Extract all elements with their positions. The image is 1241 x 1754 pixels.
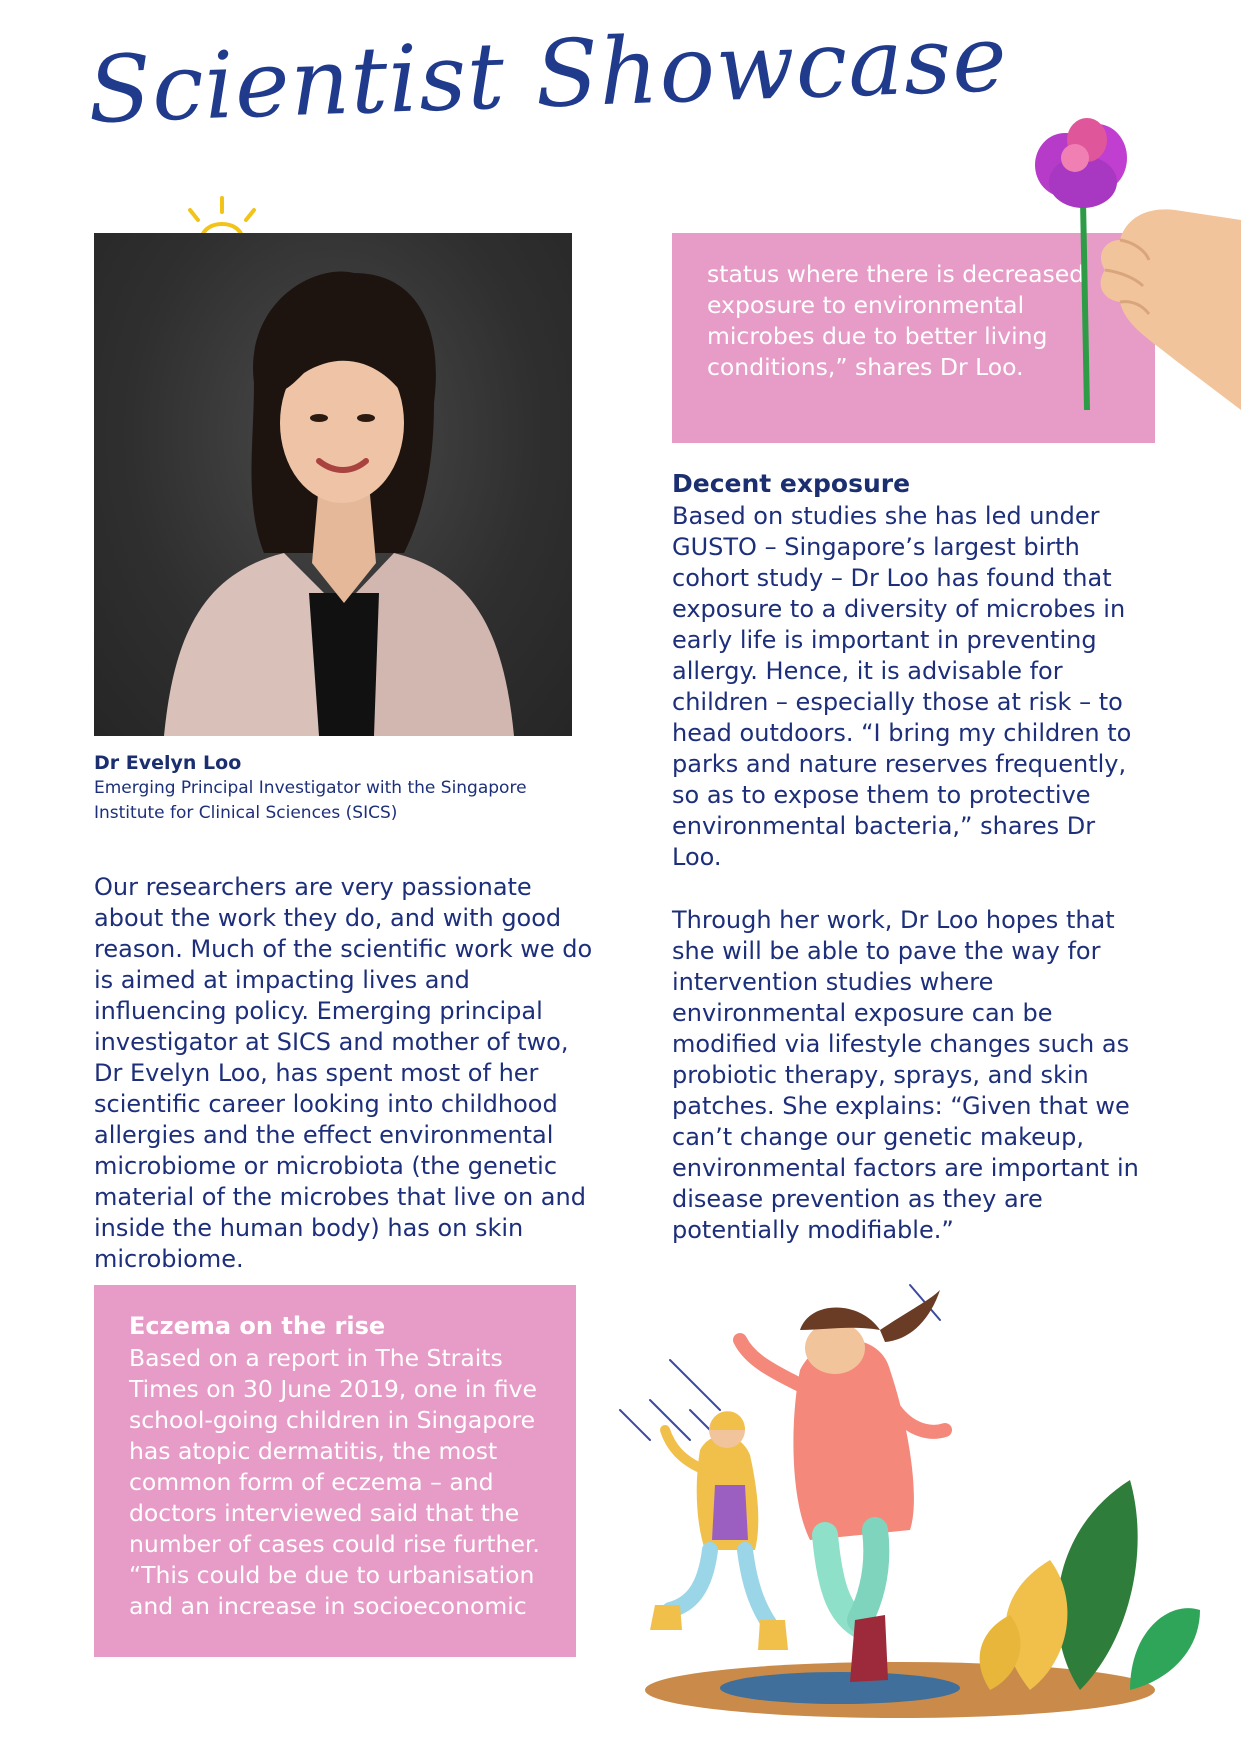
eczema-heading: Eczema on the rise (129, 1312, 386, 1340)
profile-name: Dr Evelyn Loo (94, 752, 242, 774)
continued-text: status where there is decreased exposure to environmental microbes due to better living conditions,” shares Dr Loo. (707, 260, 1085, 381)
family-puddle-illustration (610, 1270, 1210, 1720)
flower-hand-illustration (1025, 110, 1241, 430)
decent-exposure-paragraph-1: Based on studies she has led under GUSTO – Singapore’s largest birth cohort study – Dr Loo has found that exposure to a diversity of microbes in early life is important in preventing allergy. Hence, it is advisable for children – especially those at risk – to head outdoors. “I bring my children to parks and nature reserves frequently, so as to expose them to protective environmental bacteria,” shares Dr Loo. (672, 502, 1132, 871)
portrait-photo (94, 233, 572, 736)
eczema-text: Based on a report in The Straits Times on 30 June 2019, one in five school-going children in Singapore has atopic dermatitis, the most common form of eczema – and doctors interviewed said that the number of cases could rise further. “This could be due to urbanisation and an increase in socioeconomic (129, 1344, 540, 1620)
page-title: Scientist Showcase (86, 4, 1010, 144)
decent-exposure-paragraph-2: Through her work, Dr Loo hopes that she will be able to pave the way for intervention studies where environmental exposure can be modified via lifestyle changes such as probiotic therapy, sprays, and skin patches. She explains: “Given that we can’t change our genetic makeup, environmental factors are important in disease prevention as they are potentially modifiable.” (672, 906, 1139, 1244)
eczema-callout-box (94, 1285, 576, 1657)
decent-exposure-heading: Decent exposure (672, 469, 911, 498)
intro-paragraph: Our researchers are very passionate about the work they do, and with good reason. Much of the scientific work we do is aimed at impacting lives and influencing policy. Emerging principal investigator at SICS and mother of two, Dr Evelyn Loo, has spent most of her scientific career looking into childhood allergies and the effect environmental microbiome or microbiota (the genetic material of the microbes that live on and inside the human body) has on skin microbiome. (94, 873, 593, 1273)
portrait-illustration (94, 233, 572, 736)
profile-role: Emerging Principal Investigator with the Singapore Institute for Clinical Sciences (SICS) (94, 778, 527, 823)
